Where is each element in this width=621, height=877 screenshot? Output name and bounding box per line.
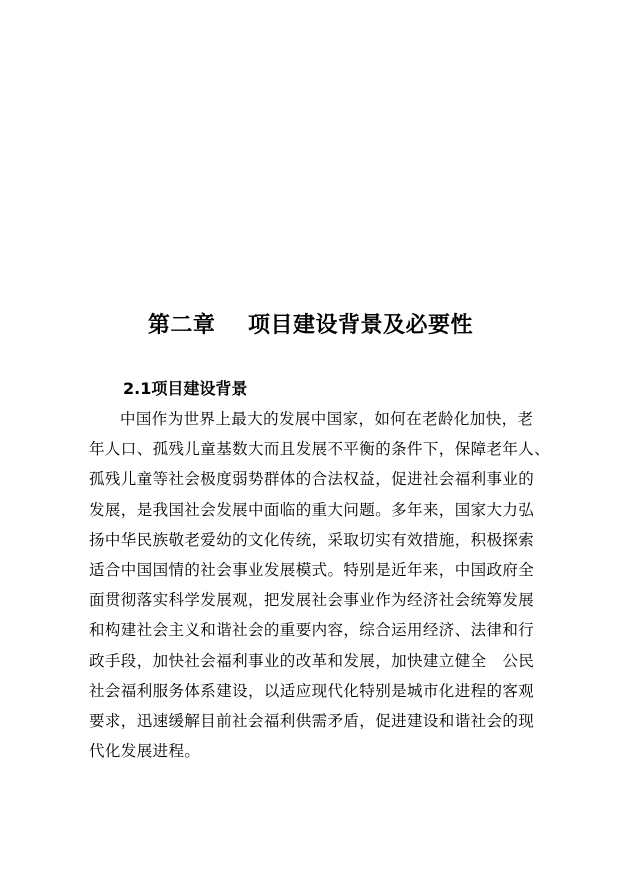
paragraph-line: 社会福利服务体系建设，以适应现代化特别是城市化进程的客观 bbox=[89, 681, 535, 700]
paragraph-line: 年人口、孤残儿童基数大而且发展不平衡的条件下，保障老年人、 bbox=[89, 440, 551, 459]
paragraph-line: 面贯彻落实科学发展观，把发展社会事业作为经济社会统筹发展 bbox=[89, 591, 535, 610]
chapter-title: 第二章 项目建设背景及必要性 bbox=[147, 313, 474, 338]
paragraph-line: 发展，是我国社会发展中面临的重大问题。多年来，国家大力弘 bbox=[89, 500, 535, 519]
paragraph-line: 孤残儿童等社会极度弱势群体的合法权益，促进社会福利事业的 bbox=[89, 470, 535, 489]
paragraph-line: 适合中国国情的社会事业发展模式。特别是近年来，中国政府全 bbox=[89, 560, 535, 579]
paragraph-line: 扬中华民族敬老爱幼的文化传统，采取切实有效措施，积极探索 bbox=[89, 530, 535, 549]
paragraph-line: 要求，迅速缓解目前社会福利供需矛盾，促进建设和谐社会的现 bbox=[89, 711, 535, 730]
body-paragraph bbox=[89, 404, 551, 766]
section-heading: 2.1项目建设背景 bbox=[123, 379, 248, 398]
paragraph-line: 代化发展进程。 bbox=[89, 742, 201, 761]
paragraph-line: 中国作为世界上最大的发展中国家，如何在老龄化加快，老 bbox=[120, 410, 534, 428]
paragraph-line: 政手段，加快社会福利事业的改革和发展，加快建立健全 公民 bbox=[89, 651, 535, 670]
paragraph-line: 和构建社会主义和谐社会的重要内容，综合运用经济、法律和行 bbox=[89, 621, 535, 640]
